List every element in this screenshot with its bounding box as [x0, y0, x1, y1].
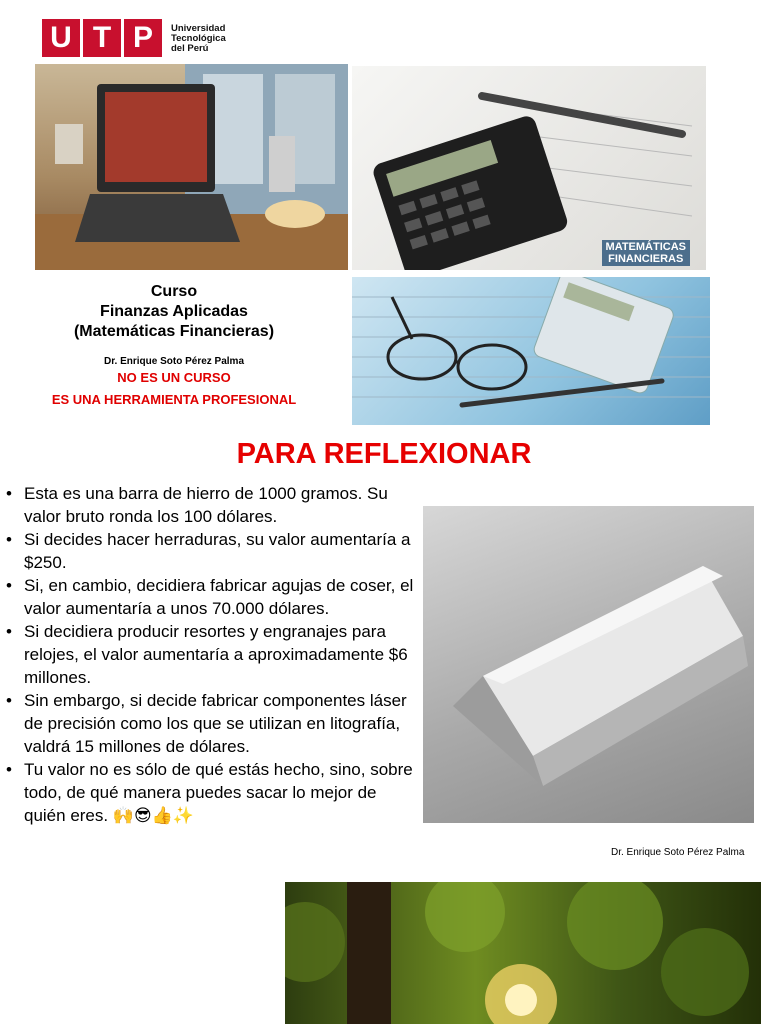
matematicas-financieras-banner	[602, 240, 690, 266]
desk-laptop-photo	[35, 64, 348, 270]
logo-name-line: del Perú	[171, 43, 209, 54]
course-title: Finanzas Aplicadas	[100, 303, 248, 320]
utp-logo	[42, 19, 165, 57]
metal-ingot-illustration	[423, 506, 754, 823]
course-tagline-1: NO ES UN CURSO	[117, 370, 231, 385]
course-tagline-2: ES UNA HERRAMIENTA PROFESIONAL	[51, 392, 297, 407]
list-item: • Si decidiera producir resortes y engranajes para relojes, el valor aumentaría a aproximadamente $6 millones.	[6, 620, 418, 689]
course-subtitle: (Matemáticas Financieras)	[73, 323, 275, 340]
forest-illustration	[285, 882, 761, 1024]
glasses-illustration	[352, 277, 710, 425]
glasses-calculator-photo	[352, 277, 710, 425]
banner-line: FINANCIERAS	[608, 253, 684, 265]
logo-name-line: Tecnológica	[171, 33, 226, 44]
list-item: • Tu valor no es sólo de qué estás hecho, sino, sobre todo, de qué manera puedes sacar lo mejor de quién eres. 🙌😎👍✨	[6, 758, 418, 827]
list-item: • Si, en cambio, decidiera fabricar agujas de coser, el valor aumentaría a unos 70.000 dólares.	[6, 574, 418, 620]
list-item: • Esta es una barra de hierro de 1000 gramos. Su valor bruto ronda los 100 dólares.	[6, 482, 418, 528]
logo-letter-u: U	[42, 19, 80, 57]
calculator-pen-photo	[352, 66, 706, 270]
course-label: Curso	[150, 283, 198, 300]
course-author: Dr. Enrique Soto Pérez Palma	[103, 356, 245, 367]
logo-name-line: Universidad	[171, 23, 226, 34]
logo-university-name	[171, 24, 226, 54]
course-info	[40, 282, 308, 411]
image-caption-author: Dr. Enrique Soto Pérez Palma	[611, 847, 745, 858]
logo-letter-t: T	[83, 19, 121, 57]
page-headline: PARA REFLEXIONAR	[236, 438, 532, 470]
iron-bar-photo	[423, 506, 754, 823]
list-item: • Sin embargo, si decide fabricar componentes láser de precisión como los que se utilizan en litografía, valdrá 15 millones de dólares.	[6, 689, 418, 758]
list-item: • Si decides hacer herraduras, su valor aumentaría a $250.	[6, 528, 418, 574]
banner-line: MATEMÁTICAS	[605, 241, 686, 253]
reflection-list	[6, 482, 418, 827]
forest-photo	[285, 882, 761, 1024]
logo-letter-p: P	[124, 19, 162, 57]
desk-laptop-illustration	[35, 64, 348, 270]
